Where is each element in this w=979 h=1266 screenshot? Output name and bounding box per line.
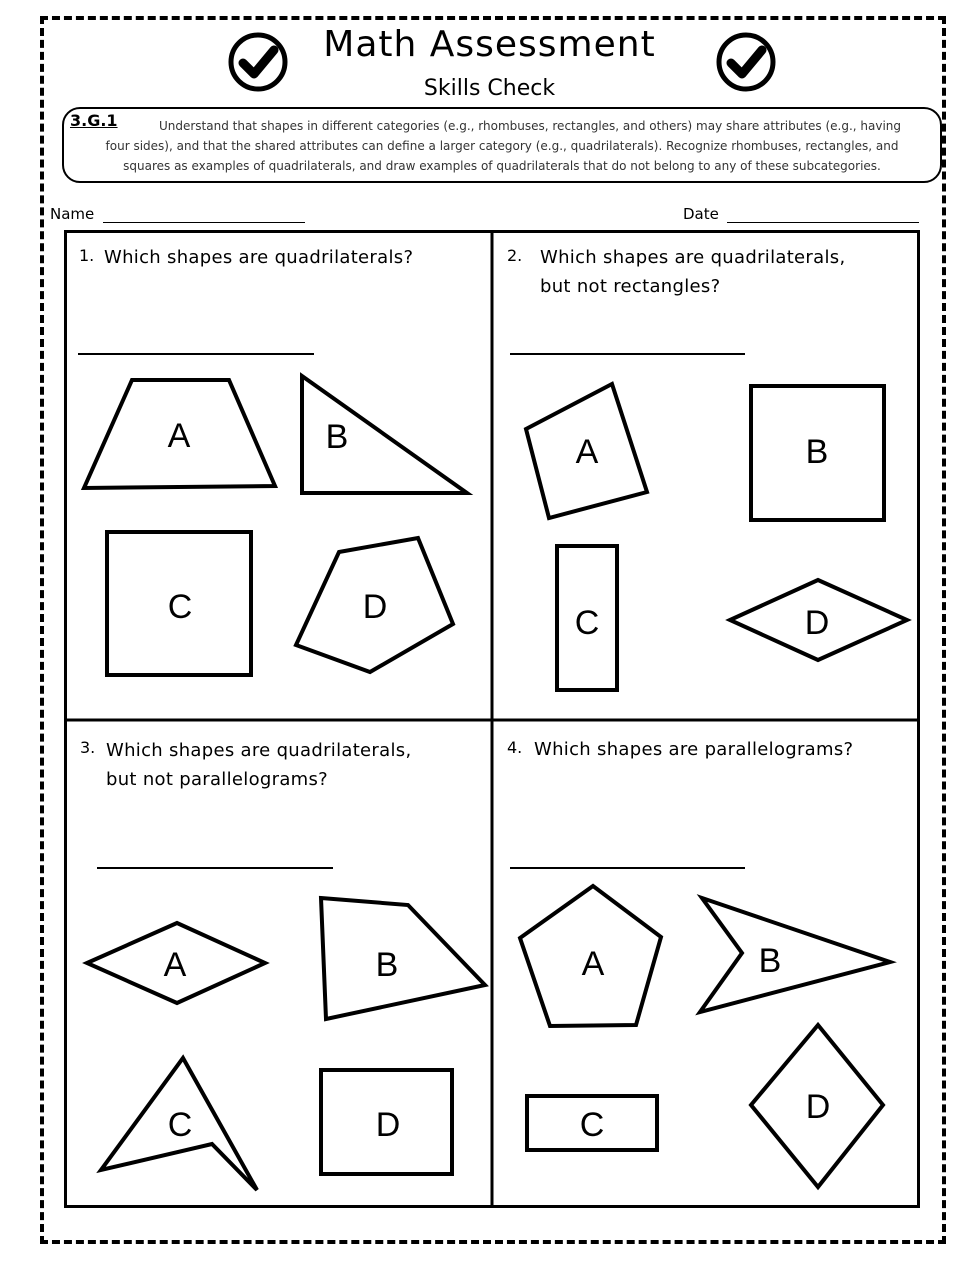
page-title: Math Assessment — [323, 24, 656, 65]
shape-label: C — [167, 1106, 193, 1144]
question-number: 3. — [80, 738, 96, 757]
arrowhead-shape — [700, 898, 890, 1012]
standard-text-line: Understand that shapes in different categories (e.g., rhombuses, rectangles, and others) may share attributes (e.g., having — [158, 119, 902, 133]
question-text: Which shapes are quadrilaterals? — [104, 247, 414, 268]
shape-label: D — [805, 1088, 831, 1126]
page-subtitle: Skills Check — [423, 76, 556, 101]
standard-code: 3.G.1 — [70, 111, 118, 130]
question-text-line: Which shapes are quadrilaterals, — [540, 247, 846, 268]
shape-label: B — [325, 418, 349, 456]
standard-text-line: squares as examples of quadrilaterals, and draw examples of quadrilaterals that do not belong to any of these subcategories. — [123, 159, 881, 173]
shape-label: D — [375, 1106, 401, 1144]
date-label: Date — [683, 205, 719, 223]
question-number: 4. — [507, 738, 523, 757]
question-text-line: Which shapes are quadrilaterals, — [106, 740, 412, 761]
question-text-line: but not parallelograms? — [106, 769, 329, 790]
question-number: 2. — [507, 246, 523, 265]
shape-label: A — [575, 433, 599, 471]
name-label: Name — [50, 205, 95, 223]
shape-label: C — [579, 1106, 605, 1144]
shape-label: C — [167, 588, 193, 626]
quadrilateral-shape — [321, 898, 485, 1019]
shape-label: D — [362, 588, 388, 626]
shape-label: D — [804, 604, 830, 642]
question-number: 1. — [79, 246, 95, 265]
standard-text-line: four sides), and that the shared attributes can define a larger category (e.g., quadrilaterals). Recognize rhombuses, rectangles, and — [105, 139, 899, 153]
shape-label: A — [163, 946, 187, 984]
shape-label: B — [758, 942, 782, 980]
shape-label: A — [167, 417, 191, 455]
question-text: Which shapes are parallelograms? — [534, 739, 854, 760]
shape-label: B — [805, 433, 829, 471]
shape-label: C — [574, 604, 600, 642]
question-text-line: but not rectangles? — [540, 276, 721, 297]
shape-label: A — [581, 945, 605, 983]
shape-label: B — [375, 946, 399, 984]
